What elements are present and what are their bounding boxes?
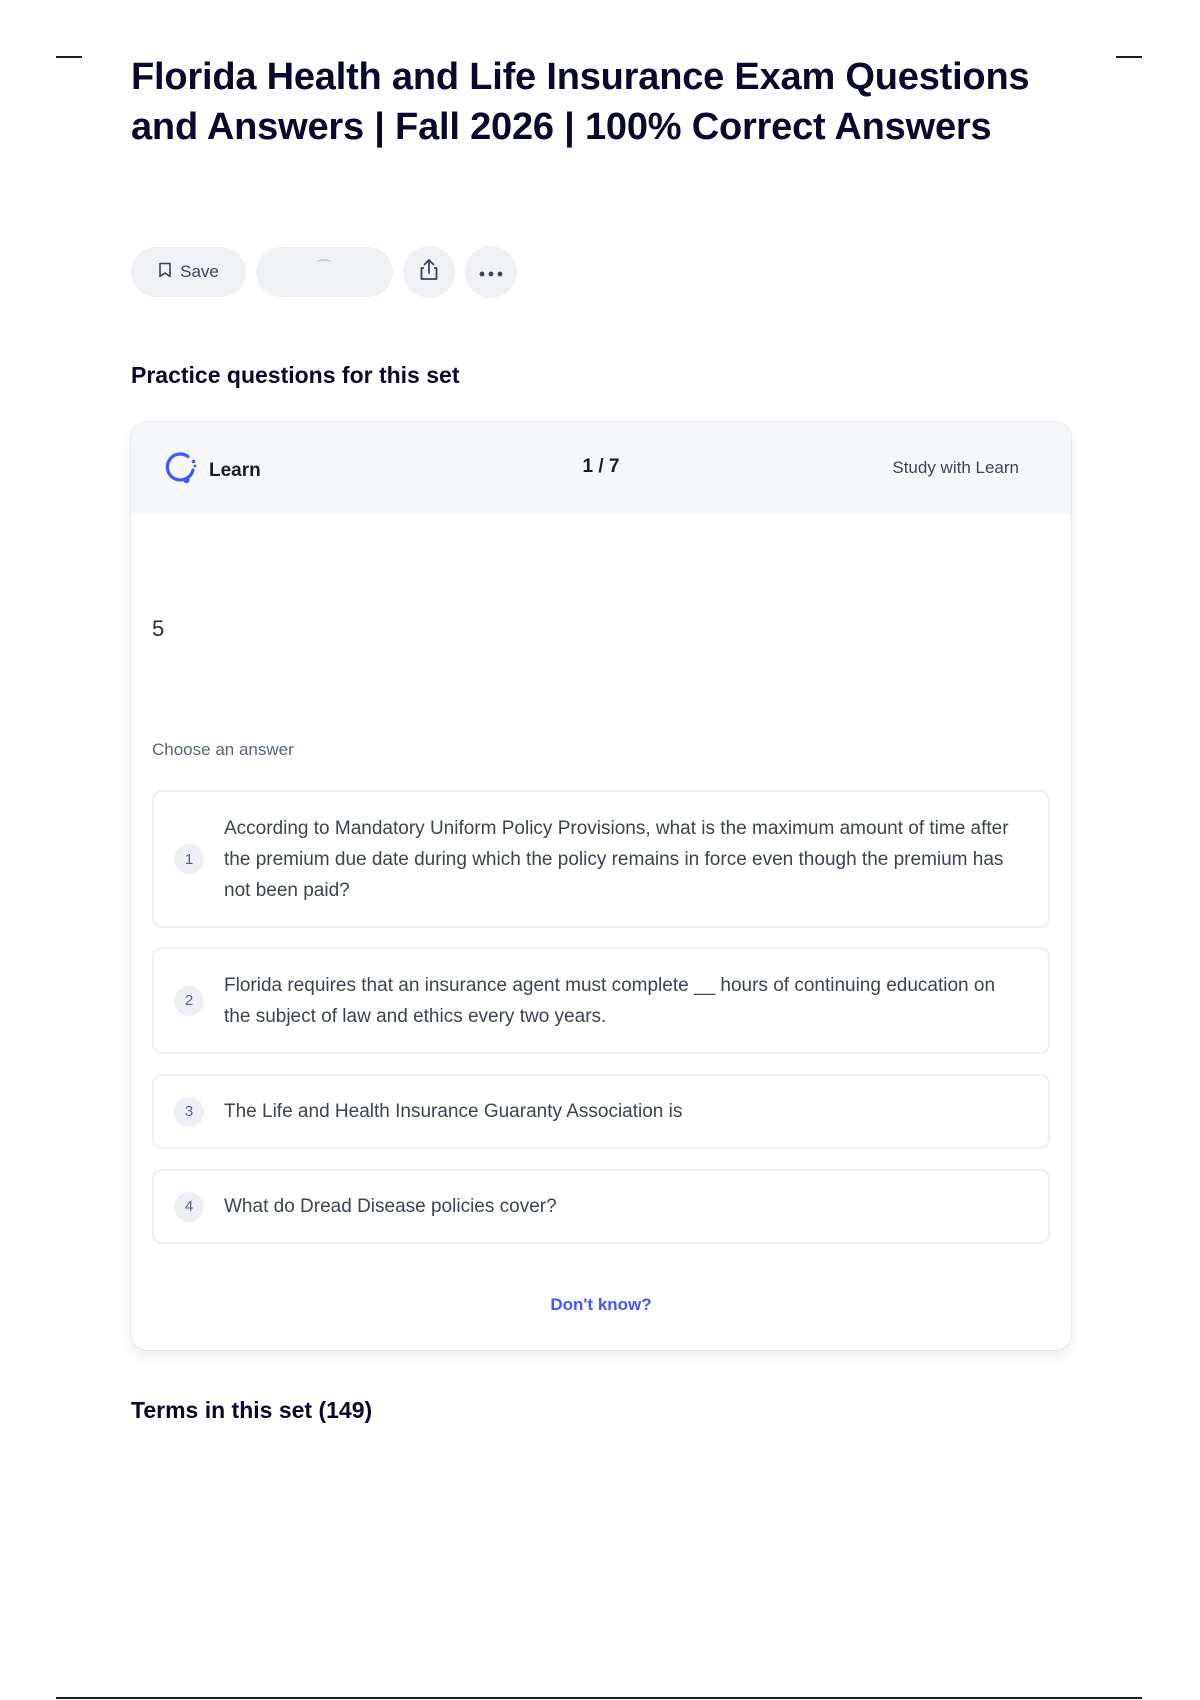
dont-know-link[interactable]: Don't know? [550,1295,652,1314]
bookmark-icon [158,262,172,283]
option-number-badge: 1 [174,844,204,874]
more-icon [479,262,503,282]
option-text: What do Dread Disease policies cover? [224,1196,557,1217]
term-prompt: 5 [152,616,165,641]
option-text: According to Mandatory Uniform Policy Provisions, what is the maximum amount of time after the premium due date during which the policy remains in force even though the premium has not been paid? [224,817,1009,901]
answer-option-2[interactable] [152,947,1050,1054]
practice-heading: Practice questions for this set [131,362,460,388]
answer-option-1[interactable] [152,790,1050,928]
save-button[interactable] [131,247,246,297]
learn-card-header [131,422,1071,514]
answer-option-4[interactable] [152,1169,1050,1244]
more-options-button[interactable] [465,246,517,298]
option-number-badge: 4 [174,1192,204,1222]
option-text: The Life and Health Insurance Guaranty Association is [224,1101,683,1122]
share-icon [418,258,440,287]
corner-mark-right [1116,56,1142,58]
save-label: Save [180,262,219,281]
page-title: Florida Health and Life Insurance Exam Questions and Answers | Fall 2026 | 100% Correct Answers [131,56,1030,148]
bottom-rule [56,1697,1142,1699]
learn-card [131,422,1071,1350]
answer-option-3[interactable] [152,1074,1050,1149]
action-bar [131,246,517,298]
learn-label: Learn [209,459,261,481]
question-counter: 1 / 7 [582,456,620,477]
choose-answer-label: Choose an answer [152,740,294,759]
loading-button[interactable] [256,247,393,297]
corner-mark-left [56,56,82,58]
option-text: Florida requires that an insurance agent must complete __ hours of continuing education on the subject of law and ethics every two years. [224,974,996,1027]
study-with-learn-link[interactable]: Study with Learn [892,458,1019,477]
spinner-icon [316,259,332,267]
option-number-badge: 2 [174,986,204,1016]
share-button[interactable] [403,246,455,298]
option-number-badge: 3 [174,1097,204,1127]
terms-heading: Terms in this set (149) [131,1397,373,1423]
